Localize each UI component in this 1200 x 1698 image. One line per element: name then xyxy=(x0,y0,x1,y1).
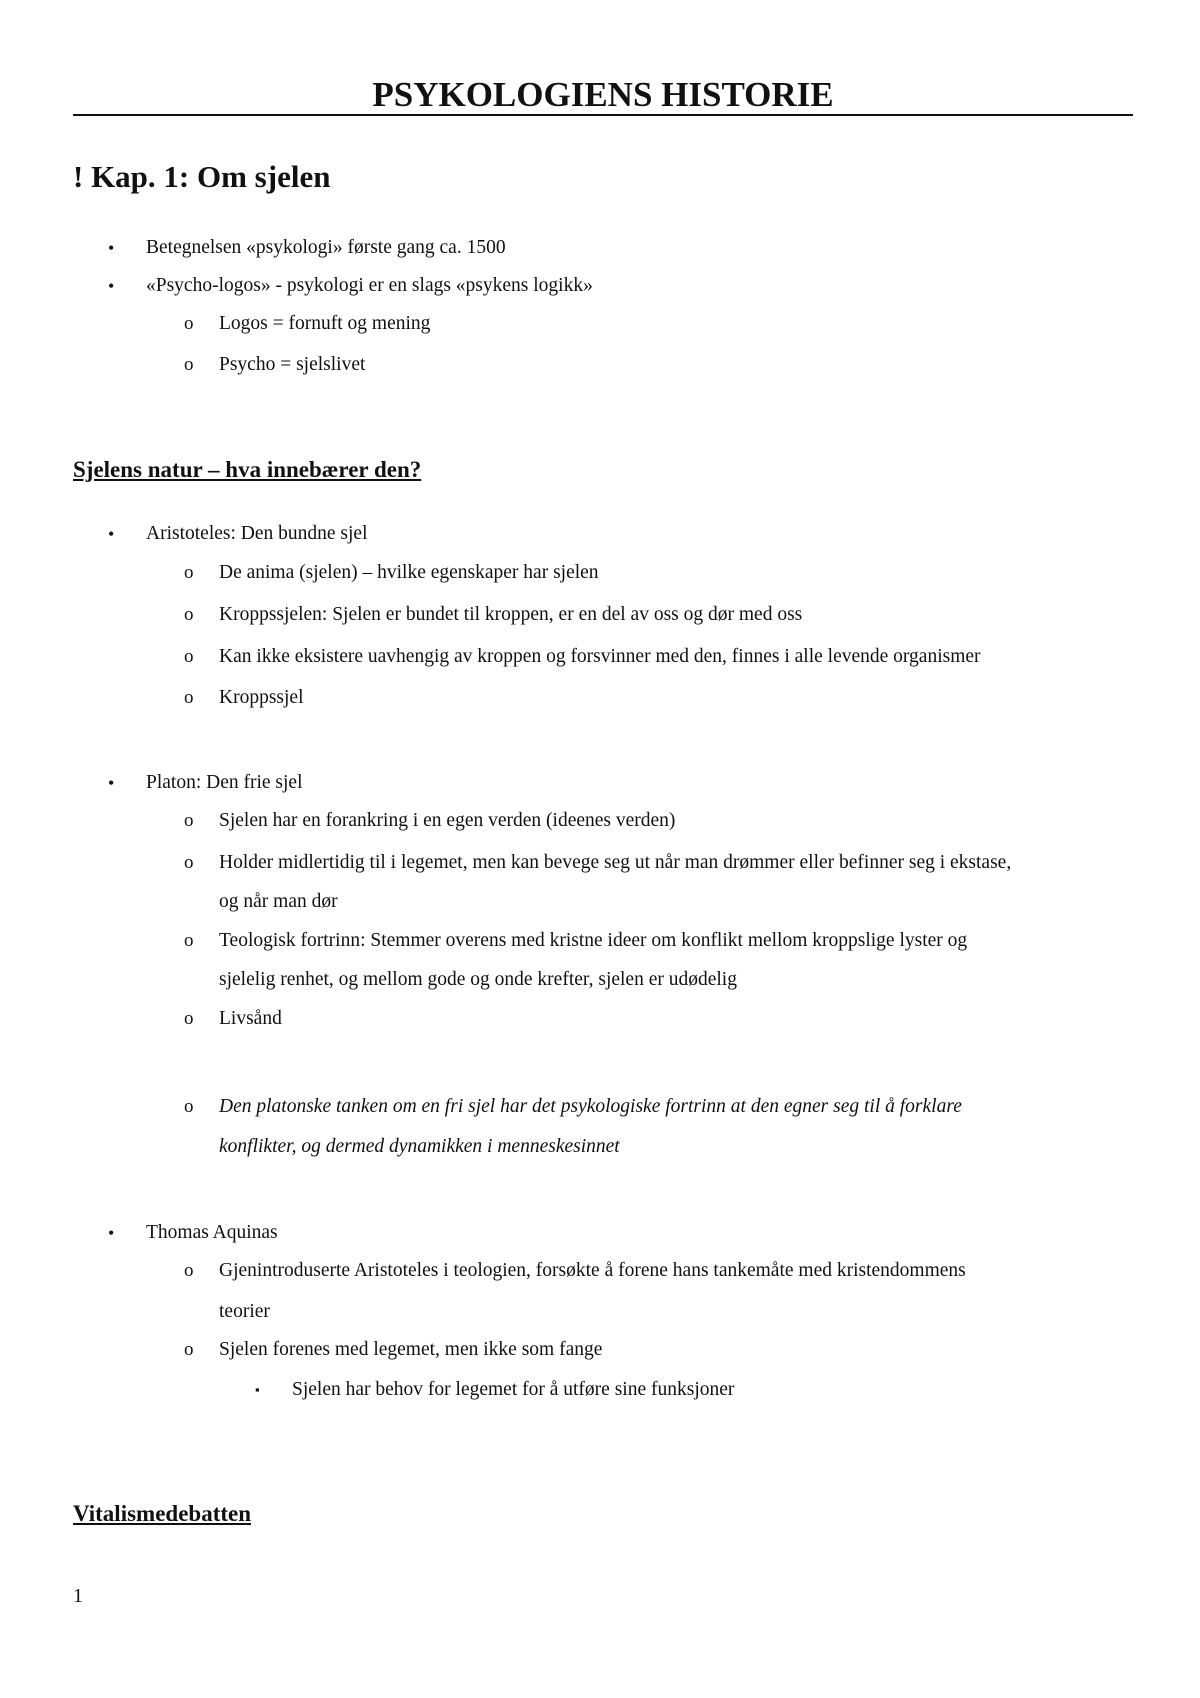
bullet-icon: • xyxy=(108,773,115,793)
bullet-icon: • xyxy=(108,238,115,258)
title-underline-rule xyxy=(73,114,1133,116)
sub-list-item-text: Holder midlertidig til i legemet, men kan bevege seg ut når man drømmer eller befinner seg i ekstase, xyxy=(219,852,1012,873)
circle-bullet-icon: o xyxy=(184,354,194,375)
sub-list-item-text: Teologisk fortrinn: Stemmer overens med kristne ideer om konflikt mellom kroppslige lyster og xyxy=(219,930,968,951)
sub-list-item-text: Kroppssjelen: Sjelen er bundet til kroppen, er en del av oss og dør med oss xyxy=(219,604,803,625)
circle-bullet-icon: o xyxy=(184,646,194,667)
sub-sub-list-item-text: Sjelen har behov for legemet for å utføre sine funksjoner xyxy=(292,1379,735,1400)
circle-bullet-icon: o xyxy=(184,810,194,831)
circle-bullet-icon: o xyxy=(184,562,194,583)
sub-list-item-text: Livsånd xyxy=(219,1008,282,1029)
sub-list-item-text: Sjelen forenes med legemet, men ikke som fange xyxy=(219,1339,603,1360)
list-item-text: Platon: Den frie sjel xyxy=(146,772,303,793)
list-item-text: Betegnelsen «psykologi» første gang ca. 1500 xyxy=(146,237,506,258)
circle-bullet-icon: o xyxy=(184,1096,194,1117)
bullet-icon: • xyxy=(108,276,115,296)
sub-list-item-text: Den platonske tanken om en fri sjel har det psykologiske fortrinn at den egner seg til å forklare xyxy=(219,1096,962,1117)
sub-list-item-text: teorier xyxy=(219,1301,270,1322)
sub-list-item-text: Kan ikke eksistere uavhengig av kroppen og forsvinner med den, finnes i alle levende organismer xyxy=(219,646,981,667)
circle-bullet-icon: o xyxy=(184,1008,194,1029)
sub-list-item-text: De anima (sjelen) – hvilke egenskaper har sjelen xyxy=(219,562,599,583)
square-bullet-icon: ▪ xyxy=(255,1382,260,1397)
list-item-text: «Psycho-logos» - psykologi er en slags «psykens logikk» xyxy=(146,275,593,296)
circle-bullet-icon: o xyxy=(184,687,194,708)
document-title: PSYKOLOGIENS HISTORIE xyxy=(372,75,834,114)
circle-bullet-icon: o xyxy=(184,852,194,873)
list-item-text: Thomas Aquinas xyxy=(146,1222,278,1243)
sub-list-item-text: Logos = fornuft og mening xyxy=(219,313,431,334)
circle-bullet-icon: o xyxy=(184,313,194,334)
circle-bullet-icon: o xyxy=(184,1260,194,1281)
circle-bullet-icon: o xyxy=(184,604,194,625)
sub-list-item-text: og når man dør xyxy=(219,891,338,912)
circle-bullet-icon: o xyxy=(184,1339,194,1360)
section-heading-sjelens-natur: Sjelens natur – hva innebærer den? xyxy=(73,457,422,482)
page-number: 1 xyxy=(73,1585,83,1607)
sub-list-item-text: Kroppssjel xyxy=(219,687,304,708)
sub-list-item-text: Gjenintroduserte Aristoteles i teologien, forsøkte å forene hans tankemåte med kristendommens xyxy=(219,1260,966,1281)
chapter-heading: ! Kap. 1: Om sjelen xyxy=(73,159,331,194)
bullet-icon: • xyxy=(108,524,115,544)
sub-list-item-text: konflikter, og dermed dynamikken i menneskesinnet xyxy=(219,1136,620,1157)
bullet-icon: • xyxy=(108,1223,115,1243)
list-item-text: Aristoteles: Den bundne sjel xyxy=(146,523,368,544)
sub-list-item-text: Sjelen har en forankring i en egen verden (ideenes verden) xyxy=(219,810,676,831)
sub-list-item-text: sjelelig renhet, og mellom gode og onde krefter, sjelen er udødelig xyxy=(219,969,737,990)
section-heading-vitalismedebatten: Vitalismedebatten xyxy=(73,1501,252,1526)
circle-bullet-icon: o xyxy=(184,930,194,951)
sub-list-item-text: Psycho = sjelslivet xyxy=(219,354,366,375)
